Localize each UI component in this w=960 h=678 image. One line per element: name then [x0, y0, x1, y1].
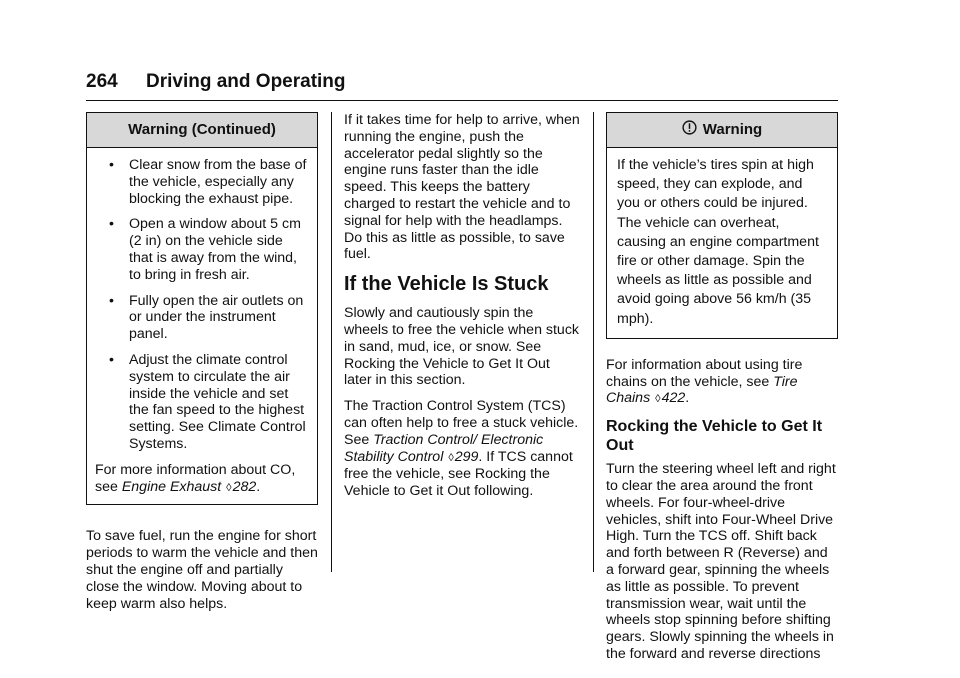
tire-chains-link[interactable]: Tire Chains [606, 373, 798, 407]
tcs-text: The Traction Control System (TCS) can often help to free a stuck vehicle. See [344, 398, 579, 448]
bullet-text: Adjust the climate control system to circulate the air inside the vehicle and set the fan speed to the highest setting. See Climate Control Systems. [129, 351, 306, 452]
page-header [86, 70, 838, 101]
engine-exhaust-link[interactable]: Engine Exhaust [121, 478, 222, 495]
bullet-marker: • [109, 157, 114, 173]
tire-chains-end: . [685, 390, 690, 407]
tcs-paragraph [344, 398, 580, 500]
bullet-text: Clear snow from the base of the vehicle, especially any blocking the exhaust pipe. [129, 157, 307, 207]
column-divider [593, 112, 594, 572]
save-fuel-paragraph: To save fuel, run the engine for short periods to warm the vehicle and then shut the engine off and partially close the window. Moving about to keep warm also helps. [86, 528, 318, 612]
tire-chains-text: For information about using tire chains on the vehicle, see [606, 356, 803, 390]
bullet-item [95, 157, 309, 207]
bullet-marker: • [109, 292, 114, 309]
stuck-heading: If the Vehicle Is Stuck [344, 273, 549, 296]
page-ref-arrow-icon: ◊ [448, 451, 454, 464]
tcs-end: . If TCS cannot free the vehicle, see Rocking the Vehicle to Get it Out following. [344, 448, 573, 500]
left-column [86, 112, 318, 621]
page-ref-arrow-icon: ◊ [226, 481, 232, 494]
bullet-item [95, 293, 309, 343]
co-text: For more information about CO, see [95, 461, 296, 495]
bullet-item [95, 352, 309, 453]
warning-continued-box [86, 112, 318, 505]
right-column [606, 112, 838, 672]
bullet-marker: • [109, 351, 114, 368]
warning-icon [682, 120, 697, 140]
co-info [95, 462, 309, 497]
column-divider [331, 112, 332, 572]
bullet-text: Open a window about 5 cm (2 in) on the vehicle side that is away from the wind, to bring in fresh air. [129, 216, 301, 283]
tire-chains-paragraph [606, 357, 838, 408]
bullet-marker: • [109, 216, 114, 233]
engine-exhaust-page[interactable]: 282 [232, 478, 257, 495]
warning-text: If the vehicle’s tires spin at high speed, they can explode, and you or others could be injured. The vehicle can overheat, causing an engine compartment fire or other damage. Spin the wheels as little as possible and avoid going above 56 km/h (35 mph). [617, 157, 819, 327]
page-number: 264 [86, 71, 118, 92]
co-end: . [256, 478, 261, 495]
bullet-item [95, 216, 309, 283]
help-arrive-paragraph: If it takes time for help to arrive, when running the engine, push the accelerator pedal slightly so the engine runs faster than the idle speed. This keeps the battery charged to restart the vehicle and to signal for help with the headlamps. Do this as little as possible, to save fuel. [344, 112, 580, 263]
rocking-heading: Rocking the Vehicle to Get It Out [606, 418, 823, 455]
tire-chains-page[interactable]: 422 [661, 390, 686, 407]
warning-title: Warning [702, 120, 763, 138]
warning-box [606, 112, 838, 339]
section-title: Driving and Operating [146, 71, 346, 92]
middle-column [344, 112, 580, 509]
warning-header [607, 113, 837, 148]
page-ref-arrow-icon: ◊ [655, 393, 661, 406]
traction-control-page[interactable]: 299 [454, 448, 479, 465]
rocking-paragraph: Turn the steering wheel left and right to clear the area around the front wheels. For four-wheel-drive vehicles, shift into Four-Wheel Drive High. Turn the TCS off. Shift back and forth between R (Reverse) and a forward gear, spinning the wheels as little as possible. To prevent transmission wear, wait until the wheels stop spinning before shifting gears. Slowly spinning the wheels in the forward and reverse directions [606, 461, 836, 662]
traction-control-link[interactable]: Traction Control/ Electronic Stability Control [344, 431, 544, 465]
bullet-text: Fully open the air outlets on or under the instrument panel. [129, 292, 304, 343]
stuck-paragraph: Slowly and cautiously spin the wheels to free the vehicle when stuck in sand, mud, ice, or snow. See Rocking the Vehicle to Get It Out later in this section. [344, 305, 580, 389]
warning-continued-title: Warning (Continued) [87, 113, 317, 148]
